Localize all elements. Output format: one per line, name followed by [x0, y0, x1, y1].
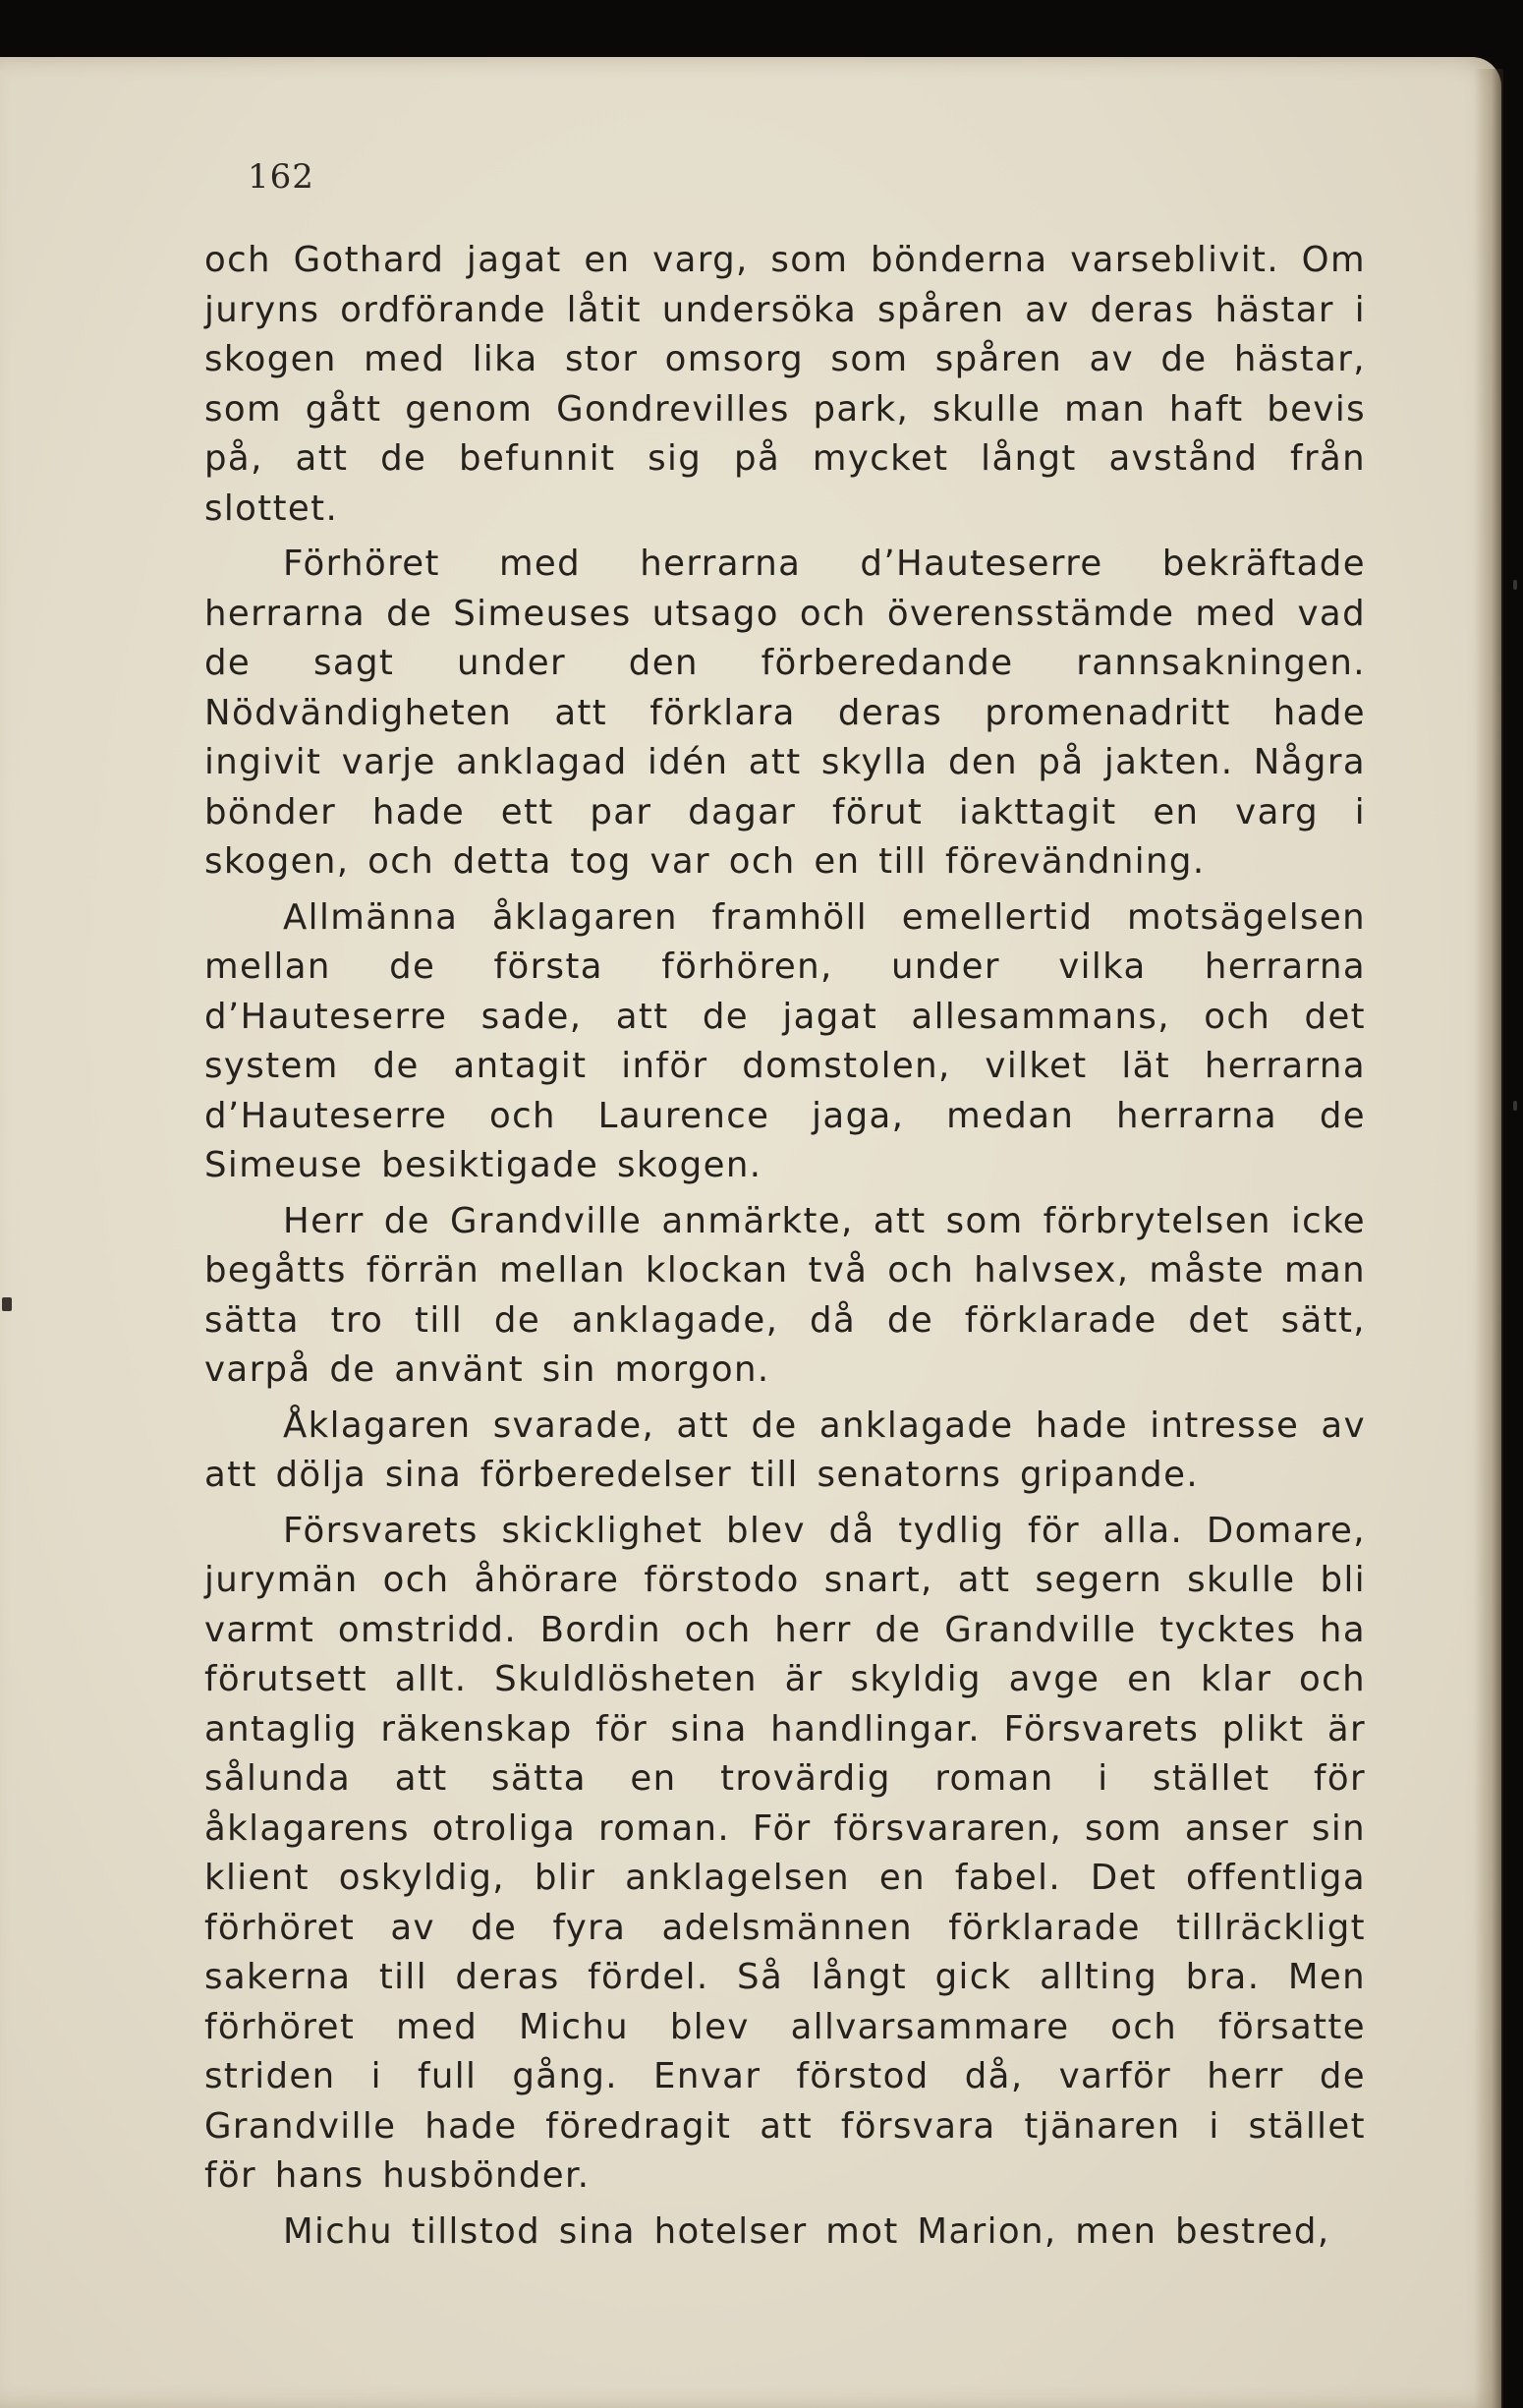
paragraph-4: Herr de Grandville anmärkte, att som förbrytelsen icke begåtts förrän mellan klockan två och halvsex, måste man sätta tro till de anklagade, då de förklarade det sätt, varpå de använt sin morgon. [204, 1200, 1366, 1390]
paragraph-5: Åklagaren svarade, att de anklagade hade intresse av att dölja sina förberedelser till senatorns gripande. [204, 1405, 1366, 1495]
page-gutter-shadow [1474, 69, 1503, 2408]
paragraph-7: Michu tillstod sina hotelser mot Marion, men bestred, [283, 2210, 1330, 2252]
margin-speck [1513, 580, 1517, 590]
body-text [204, 236, 1366, 2257]
paragraph-6: Försvarets skicklighet blev då tydlig för alla. Domare, jurymän och åhörare förstodo snart, att segern skulle bli varmt omstridd. Bordin och herr de Grandville tycktes ha förutsett allt. Skuldlösheten är skyldig avge en klar och antaglig räkenskap för sina handlingar. Försvarets plikt är sålunda att sätta en trovärdig roman i stället för åklagarens otroliga roman. För försvararen, som anser sin klient oskyldig, blir anklagelsen en fabel. Det offentliga förhöret av de fyra adelsmännen förklarade tillräckligt sakerna till deras fördel. Så långt gick allting bra. Men förhöret med Michu blev allvarsammare och försatte striden i full gång. Envar förstod då, varför herr de Grandville hade föredragit att försvara tjänaren i stället för hans husbönder. [204, 1510, 1366, 2196]
paragraph-1: och Gothard jagat en varg, som bönderna varseblivit. Om juryns ordförande låtit undersöka spåren av deras hästar i skogen med lika stor omsorg som spåren av de hästar, som gått genom Gondrevilles park, skulle man haft bevis på, att de befunnit sig på mycket långt avstånd från slottet. [204, 240, 1366, 529]
margin-speck [1513, 1101, 1517, 1111]
paragraph-3: Allmänna åklagaren framhöll emellertid motsägelsen mellan de första förhören, under vilka herrarna d’Hauteserre sade, att de jagat allesammans, och det system de antagit inför domstolen, vilket lät herrarna d’Hauteserre och Laurence jaga, medan herrarna de Simeuse besiktigade skogen. [204, 896, 1366, 1185]
paragraph-2: Förhöret med herrarna d’Hauteserre bekräftade herrarna de Simeuses utsago och överensstämde med vad de sagt under den förberedande rannsakningen. Nödvändigheten att förklara deras promenadritt hade ingivit varje anklagad idén att skylla den på jakten. Några bönder hade ett par dagar förut iakttagit en varg i skogen, och detta tog var och en till förevändning. [204, 544, 1366, 882]
page-number: 162 [248, 157, 314, 197]
margin-speck [2, 1297, 12, 1311]
